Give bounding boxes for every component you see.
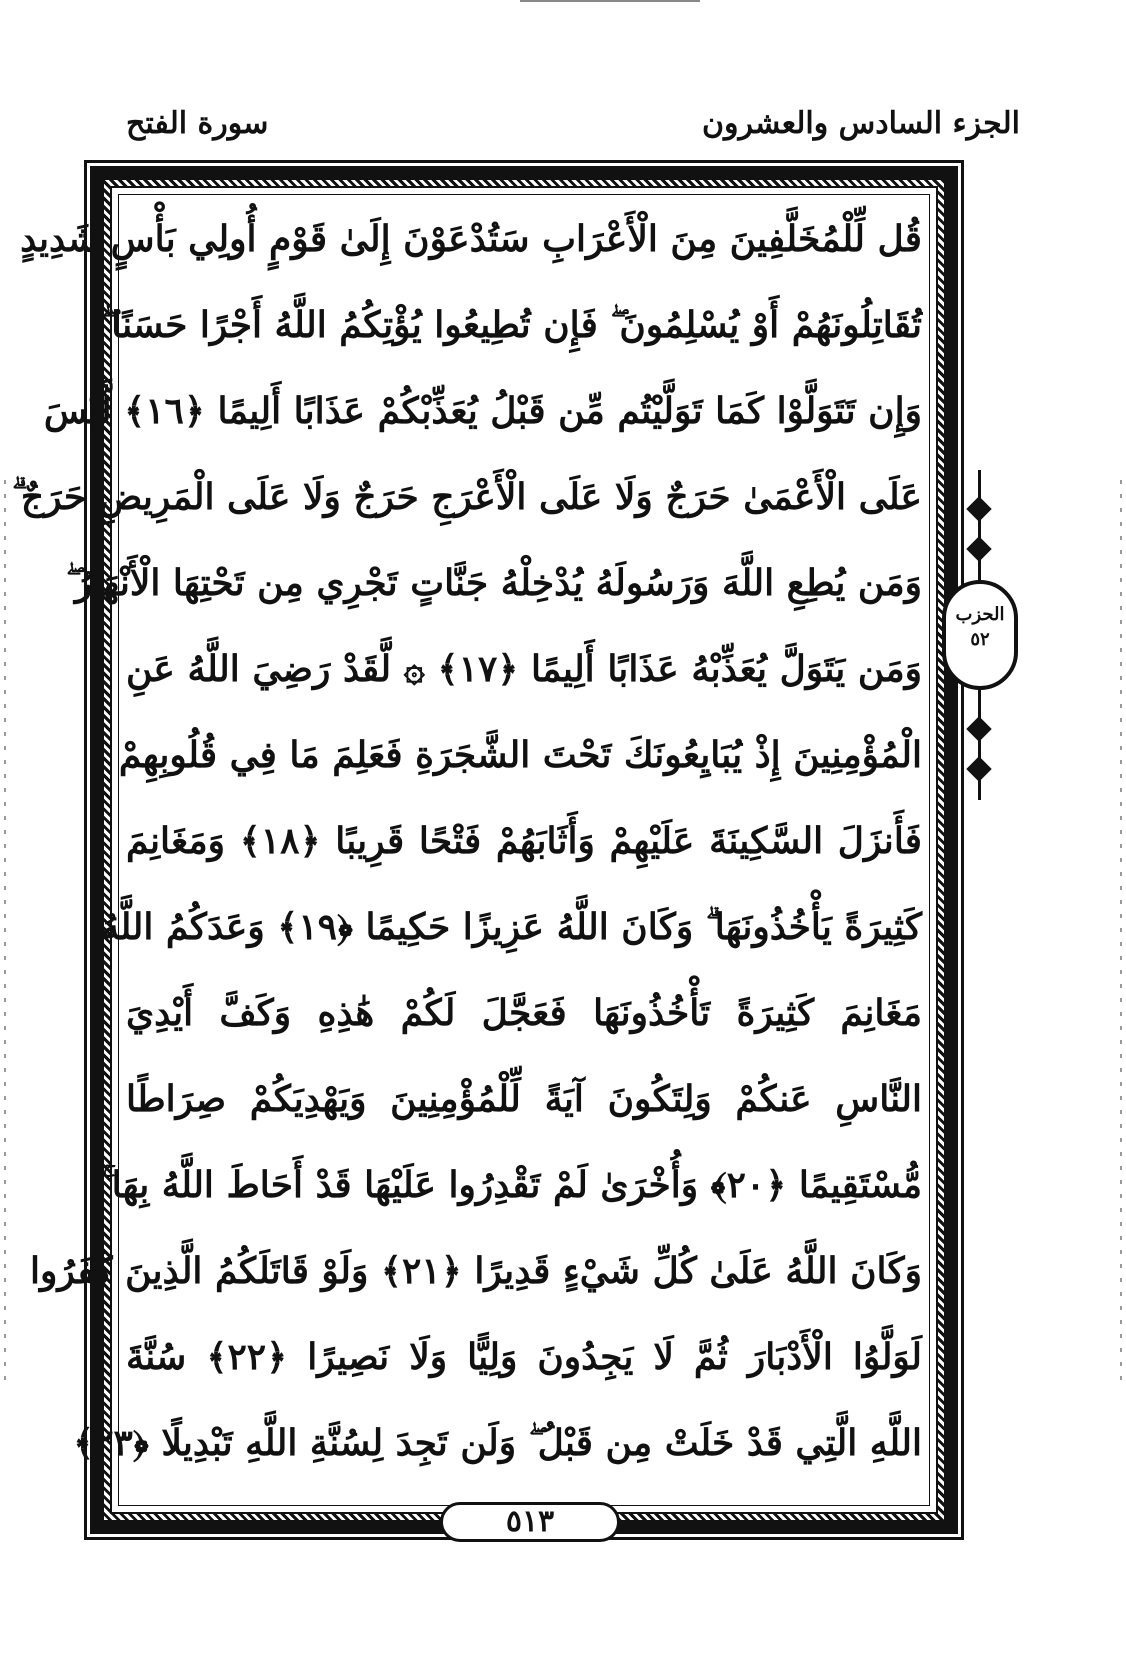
verse-line: اللَّهِ الَّتِي قَدْ خَلَتْ مِن قَبْلُ ۖ وَلَن تَجِدَ لِسُنَّةِ اللَّهِ تَبْدِيلًا ﴿٢٣﴾ (73, 1422, 922, 1464)
left-margin-dots (4, 480, 6, 1380)
verse-line: النَّاسِ عَنكُمْ وَلِتَكُونَ آيَةً لِّلْمُؤْمِنِينَ وَيَهْدِيَكُمْ صِرَاطًا (126, 1078, 922, 1120)
diamond-ornament-icon (966, 496, 991, 521)
verse-line: مَغَانِمَ كَثِيرَةً تَأْخُذُونَهَا فَعَجَّلَ لَكُمْ هَٰذِهِ وَكَفَّ أَيْدِيَ (126, 992, 922, 1034)
diamond-ornament-icon (966, 536, 991, 561)
hizb-number: ٥٢ (970, 629, 990, 650)
surah-title: سورة الفتح (126, 106, 269, 141)
verse-line: قُل لِّلْمُخَلَّفِينَ مِنَ الْأَعْرَابِ سَتُدْعَوْنَ إِلَىٰ قَوْمٍ أُولِي بَأْسٍ شَدِيدٍ (20, 218, 922, 260)
verse-text-area (11, 200, 923, 1500)
verse-line: كَثِيرَةً يَأْخُذُونَهَا ۗ وَكَانَ اللَّهُ عَزِيزًا حَكِيمًا ﴿١٩﴾ وَعَدَكُمُ اللَّهُ (101, 906, 922, 948)
hizb-medallion (942, 580, 1018, 690)
page-header (96, 96, 1030, 156)
juz-title: الجزء السادس والعشرون (701, 106, 1020, 141)
verse-line: مُّسْتَقِيمًا ﴿٢٠﴾ وَأُخْرَىٰ لَمْ تَقْدِرُوا عَلَيْهَا قَدْ أَحَاطَ اللَّهُ بِهَا ۚ (102, 1164, 922, 1206)
hizb-label: الحزب (955, 604, 1005, 625)
verse-line: فَأَنزَلَ السَّكِينَةَ عَلَيْهِمْ وَأَثَابَهُمْ فَتْحًا قَرِيبًا ﴿١٨﴾ وَمَغَانِمَ (126, 820, 923, 862)
diamond-ornament-icon (966, 716, 991, 741)
page-number: ٥١٣ (440, 1502, 620, 1542)
verse-line: عَلَى الْأَعْمَىٰ حَرَجٌ وَلَا عَلَى الْأَعْرَجِ حَرَجٌ وَلَا عَلَى الْمَرِيضِ حَرَجٌ ۗ (11, 476, 922, 518)
verse-line: وَكَانَ اللَّهُ عَلَىٰ كُلِّ شَيْءٍ قَدِيرًا ﴿٢١﴾ وَلَوْ قَاتَلَكُمُ الَّذِينَ كَفَرُوا (29, 1250, 922, 1292)
diamond-ornament-icon (966, 756, 991, 781)
verse-line: وَمَن يَتَوَلَّ يُعَذِّبْهُ عَذَابًا أَلِيمًا ﴿١٧﴾ ۞ لَّقَدْ رَضِيَ اللَّهُ عَنِ (126, 648, 922, 690)
verse-line: وَمَن يُطِعِ اللَّهَ وَرَسُولَهُ يُدْخِلْهُ جَنَّاتٍ تَجْرِي مِن تَحْتِهَا الْأَنْهَارُ ۖ (65, 562, 922, 604)
verse-line: تُقَاتِلُونَهُمْ أَوْ يُسْلِمُونَ ۖ فَإِن تُطِيعُوا يُؤْتِكُمُ اللَّهُ أَجْرًا حَسَنًا ۖ (102, 304, 922, 346)
right-margin-dots (1120, 480, 1122, 1380)
hizb-marker (940, 470, 1020, 800)
verse-line: الْمُؤْمِنِينَ إِذْ يُبَايِعُونَكَ تَحْتَ الشَّجَرَةِ فَعَلِمَ مَا فِي قُلُوبِهِمْ (118, 734, 922, 776)
verse-line: لَوَلَّوُا الْأَدْبَارَ ثُمَّ لَا يَجِدُونَ وَلِيًّا وَلَا نَصِيرًا ﴿٢٢﴾ سُنَّةَ (126, 1336, 922, 1378)
top-rule (520, 0, 700, 2)
verse-line: وَإِن تَتَوَلَّوْا كَمَا تَوَلَّيْتُم مِّن قَبْلُ يُعَذِّبْكُمْ عَذَابًا أَلِيمًا ﴿١٦﴾ لَّيْسَ (43, 390, 922, 432)
